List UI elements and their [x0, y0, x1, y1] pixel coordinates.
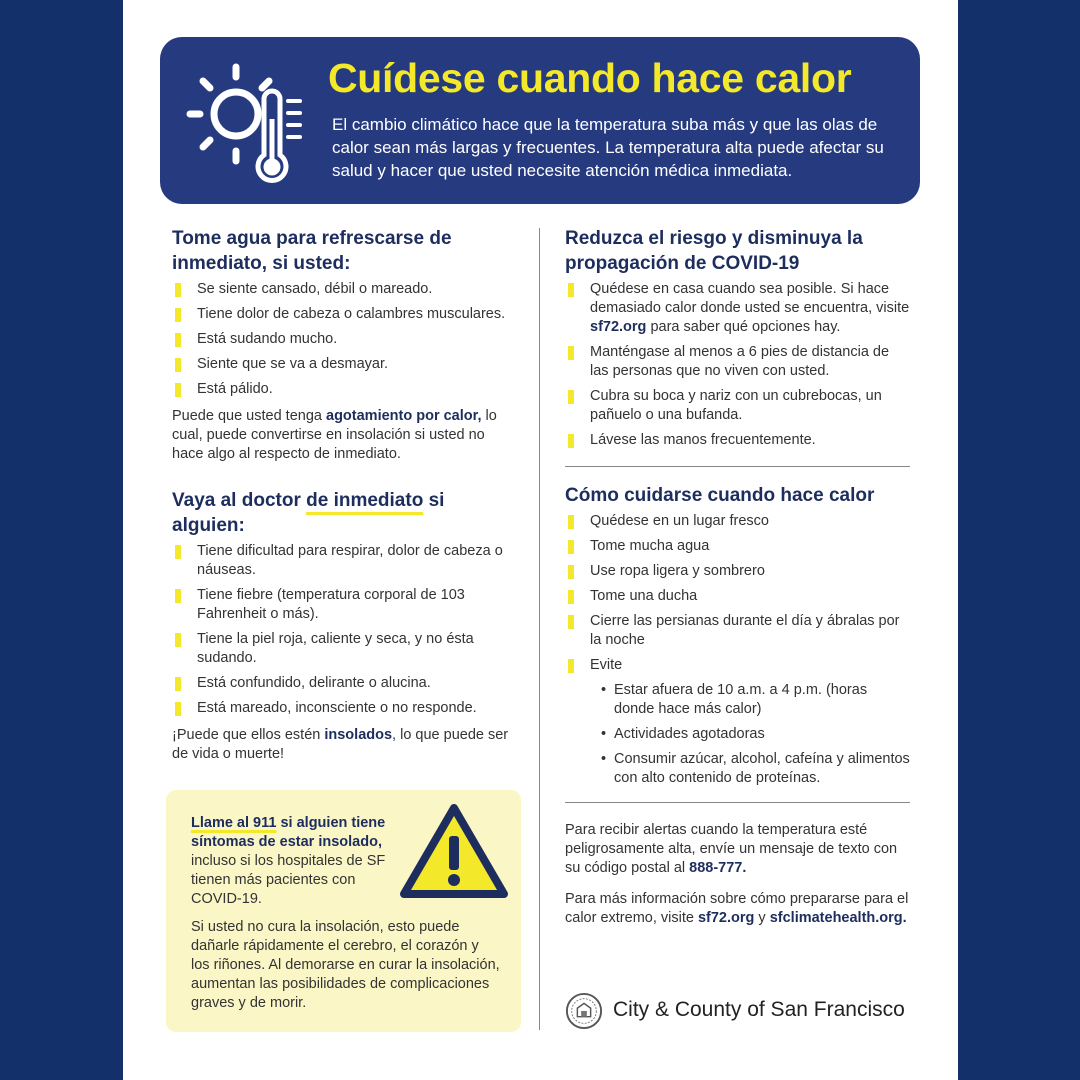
list-item: Tiene fiebre (temperatura corporal de 103 Fahrenheit o más). — [172, 586, 520, 624]
heatstroke-note: ¡Puede que ellos estén insolados, lo que puede ser de vida o muerte! — [172, 727, 509, 762]
list-item: Quédese en casa cuando sea posible. Si hace demasiado calor donde usted se encuentra, visite sf72.org para saber qué opciones hay. — [565, 280, 910, 337]
doctor-list — [172, 542, 520, 718]
list-item: Tome una ducha — [565, 587, 910, 606]
list-item: • Consumir azúcar, alcohol, cafeína y alimentos con alto contenido de proteínas. — [565, 750, 910, 788]
right-column — [565, 226, 910, 928]
list-item: Evite — [565, 656, 910, 675]
doctor-heading: Vaya al doctor de inmediato si alguien: — [172, 490, 445, 536]
list-item: Tome mucha agua — [565, 537, 910, 556]
list-item: Quédese en un lugar fresco — [565, 512, 910, 531]
footer-logo — [565, 990, 910, 1034]
covid-heading: Reduzca el riesgo y disminuya la propagación de COVID-19 — [565, 228, 863, 274]
intro-text: El cambio climático hace que la temperatura suba más y que las olas de calor sean más largas y frecuentes. La temperatura alta puede afectar su salud y hacer que usted necesite atención médica inmediata. — [332, 115, 884, 180]
sf72-link[interactable]: sf72.org — [697, 910, 755, 926]
sun-thermometer-icon — [186, 59, 316, 189]
list-item: Siente que se va a desmayar. — [172, 355, 520, 374]
covid-list — [565, 280, 910, 450]
hydrate-list — [172, 280, 520, 399]
sfclimatehealth-link[interactable]: sfclimatehealth.org. — [769, 910, 907, 926]
list-item: Se siente cansado, débil o mareado. — [172, 280, 520, 299]
hydrate-heading: Tome agua para refrescarse de inmediato, si usted: — [172, 228, 452, 274]
list-item: Manténgase al menos a 6 pies de distancia de las personas que no viven con usted. — [565, 343, 910, 381]
list-item: Está sudando mucho. — [172, 330, 520, 349]
org-name: City & County of San Francisco — [613, 998, 905, 1021]
list-item: Está confundido, delirante o alucina. — [172, 674, 520, 693]
header-banner — [160, 37, 920, 204]
flyer-page — [123, 0, 958, 1080]
sf72-link[interactable]: sf72.org — [590, 319, 647, 335]
list-item: Use ropa ligera y sombrero — [565, 562, 910, 581]
page-title: Cuídese cuando hace calor — [328, 55, 852, 101]
list-item: Tiene la piel roja, caliente y seca, y no ésta sudando. — [172, 630, 520, 668]
warning-icon — [398, 802, 510, 902]
list-item: Tiene dolor de cabeza o calambres musculares. — [172, 305, 520, 324]
heat-care-heading: Cómo cuidarse cuando hace calor — [565, 485, 875, 506]
heat-care-list — [565, 512, 910, 675]
list-item: • Actividades agotadoras — [565, 725, 910, 744]
list-item: Cubra su boca y nariz con un cubrebocas, un pañuelo o una bufanda. — [565, 387, 910, 425]
left-column — [172, 226, 520, 764]
city-seal-icon — [565, 992, 603, 1030]
list-item: Cierre las persianas durante el día y ábralas por la noche — [565, 612, 910, 650]
call-911-alert-box — [166, 790, 521, 1032]
alert-text: Llame al 911 si alguien tiene síntomas de estar insolado, incluso si los hospitales de SF tienen más pacientes con COVID-19. — [191, 815, 386, 907]
section-divider — [565, 802, 910, 803]
list-item: Tiene dificultad para respirar, dolor de cabeza o náuseas. — [172, 542, 520, 580]
list-item: • Estar afuera de 10 a.m. a 4 p.m. (horas donde hace más calor) — [565, 681, 910, 719]
list-item: Está mareado, inconsciente o no responde. — [172, 699, 520, 718]
text-alerts-info: Para recibir alertas cuando la temperatura esté peligrosamente alta, envíe un mensaje de texto con su código postal al 888-777. — [565, 822, 898, 876]
list-item: Lávese las manos frecuentemente. — [565, 431, 910, 450]
heat-exhaustion-note: Puede que usted tenga agotamiento por calor, lo cual, puede convertirse en insolación si usted no hace algo al respecto de inmediato. — [172, 408, 497, 462]
alert-details: Si usted no cura la insolación, esto puede dañarle rápidamente el cerebro, el corazón y los riñones. Al demorarse en curar la insolación, aumentan las posibilidades de complicaciones graves y de morir. — [191, 919, 500, 1011]
column-divider — [539, 228, 540, 1030]
list-item: Está pálido. — [172, 380, 520, 399]
avoid-list — [565, 681, 910, 788]
more-info: Para más información sobre cómo prepararse para el calor extremo, visite sf72.org y sfclimatehealth.org. — [565, 891, 909, 926]
section-divider — [565, 466, 910, 467]
